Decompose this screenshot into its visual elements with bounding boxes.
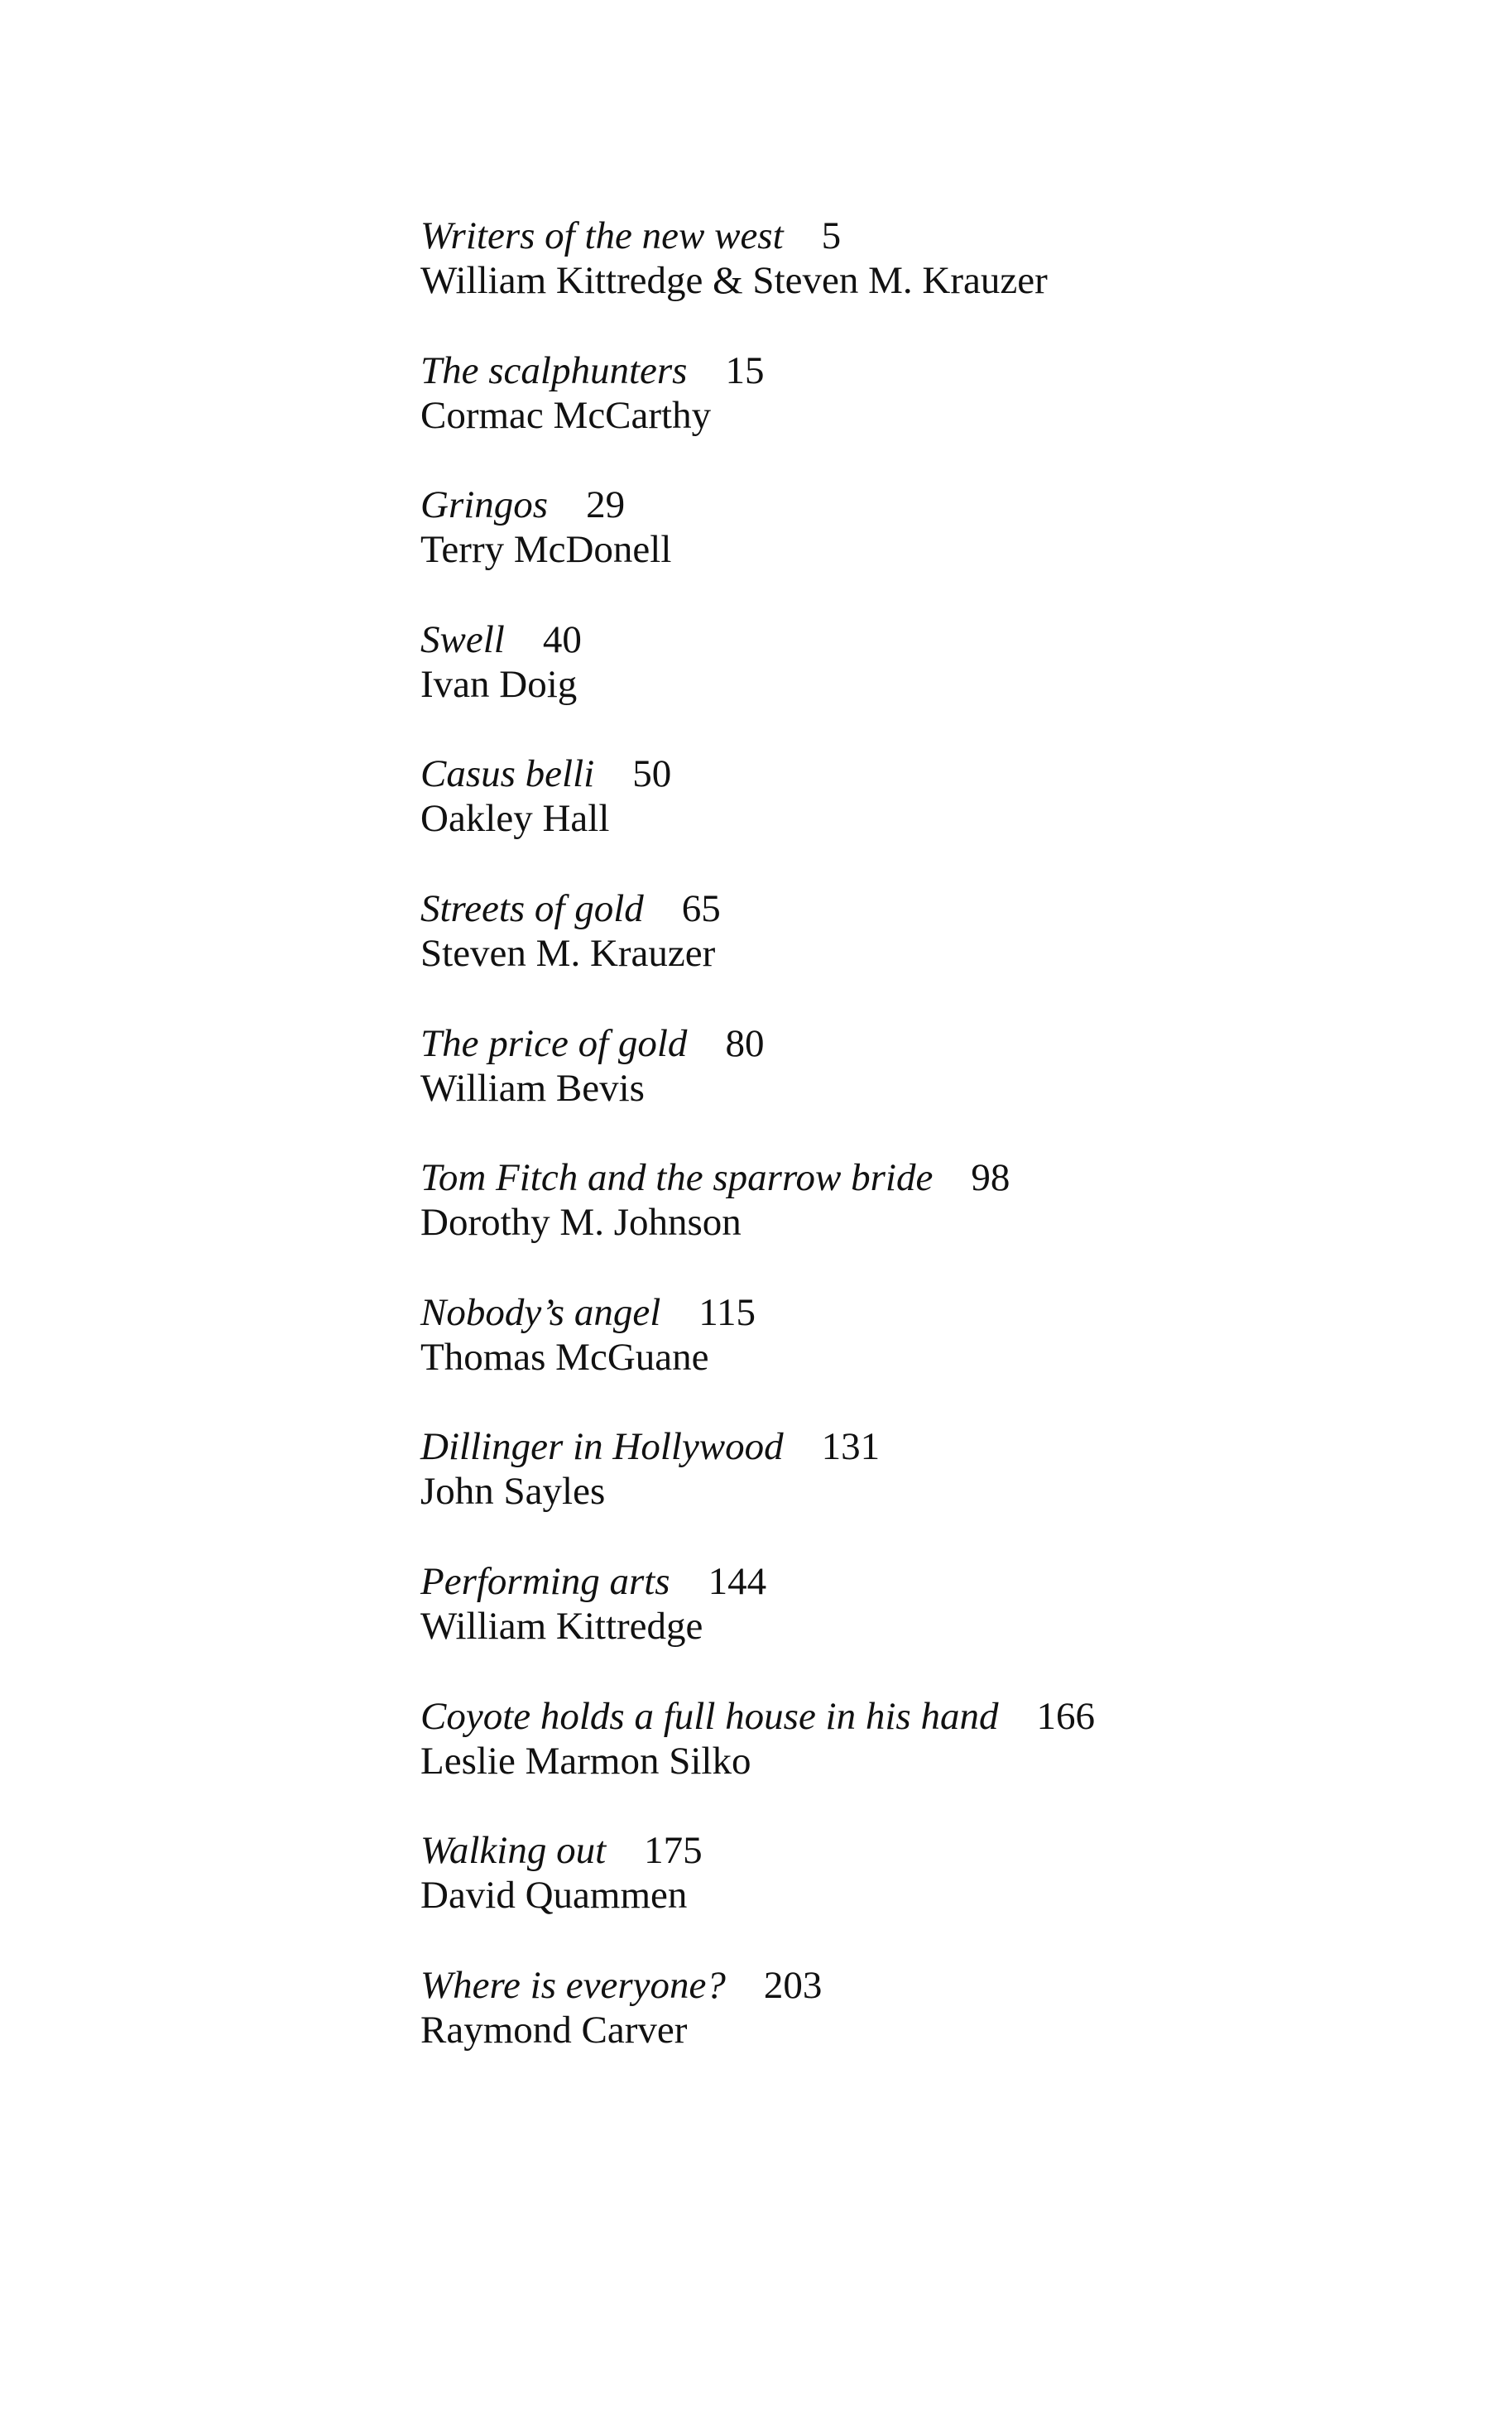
entry-page-number: 166	[1036, 1694, 1095, 1738]
entry-page-number: 5	[821, 214, 842, 257]
entry-title: Casus belli	[420, 752, 595, 796]
entry-page-number: 50	[632, 752, 672, 796]
entry-page-number: 98	[971, 1156, 1010, 1200]
toc-entry	[420, 1559, 1414, 1694]
toc-entry	[420, 348, 1414, 483]
entry-author: William Kittredge & Steven M. Krauzer	[420, 259, 1048, 302]
entry-page-number: 115	[698, 1290, 756, 1334]
entry-page-number: 40	[542, 617, 582, 661]
entry-author: David Quammen	[420, 1874, 688, 1918]
entry-title: Tom Fitch and the sparrow bride	[420, 1156, 934, 1200]
entry-title: Performing arts	[420, 1559, 670, 1603]
entry-page-number: 80	[725, 1021, 765, 1065]
entry-page-number: 29	[586, 483, 626, 527]
entry-title: The scalphunters	[420, 348, 688, 392]
entry-title: Gringos	[420, 483, 549, 527]
entry-title-line	[420, 751, 1414, 796]
entry-title: Swell	[420, 617, 505, 661]
toc-entry	[420, 482, 1414, 617]
toc-entry	[420, 1963, 1414, 2098]
toc-entry	[420, 214, 1414, 348]
entry-title-line	[420, 1559, 1414, 1604]
entry-page-number: 144	[708, 1559, 767, 1603]
toc-entry	[420, 617, 1414, 752]
entry-title: The price of gold	[420, 1021, 688, 1065]
entry-author: Thomas McGuane	[420, 1335, 709, 1379]
entry-title: Writers of the new west	[420, 214, 784, 257]
entry-author: Steven M. Krauzer	[420, 931, 716, 975]
entry-title-line	[420, 886, 1414, 931]
entry-page-number: 203	[763, 1963, 823, 2007]
toc-entry	[420, 1828, 1414, 1963]
toc-entry	[420, 1424, 1414, 1559]
entry-page-number: 131	[821, 1425, 881, 1469]
entry-title-line	[420, 1155, 1414, 1200]
entry-title: Coyote holds a full house in his hand	[420, 1694, 999, 1738]
entry-author: Oakley Hall	[420, 797, 610, 841]
entry-author: Terry McDonell	[420, 528, 672, 572]
entry-page-number: 15	[725, 348, 765, 392]
entry-author: Raymond Carver	[420, 2008, 688, 2052]
entry-title-line	[420, 1290, 1414, 1335]
entry-author: Dorothy M. Johnson	[420, 1201, 742, 1245]
entry-author: William Bevis	[420, 1066, 645, 1110]
toc-entry	[420, 1021, 1414, 1156]
entry-title-line	[420, 617, 1414, 662]
toc-entry	[420, 1155, 1414, 1290]
entry-title-line	[420, 1828, 1414, 1873]
entry-page-number: 65	[681, 886, 721, 930]
entry-title: Dillinger in Hollywood	[420, 1425, 784, 1469]
entry-page-number: 175	[644, 1829, 703, 1873]
entry-title: Nobody’s angel	[420, 1290, 661, 1334]
entry-author: Leslie Marmon Silko	[420, 1739, 751, 1783]
toc-entry	[420, 751, 1414, 886]
entry-title-line	[420, 1963, 1414, 2008]
entry-author: John Sayles	[420, 1470, 606, 1514]
toc-entry	[420, 1290, 1414, 1425]
toc-entry	[420, 1694, 1414, 1829]
entry-title-line	[420, 1694, 1414, 1739]
entry-title-line	[420, 1424, 1414, 1469]
entry-author: William Kittredge	[420, 1604, 703, 1648]
entry-title-line	[420, 214, 1414, 258]
entry-title: Walking out	[420, 1829, 607, 1873]
toc-entry	[420, 886, 1414, 1021]
table-of-contents	[420, 214, 1414, 2097]
entry-title-line	[420, 348, 1414, 393]
entry-title-line	[420, 482, 1414, 527]
entry-title: Where is everyone?	[420, 1963, 726, 2007]
entry-title-line	[420, 1021, 1414, 1066]
entry-author: Cormac McCarthy	[420, 393, 712, 437]
entry-title: Streets of gold	[420, 886, 644, 930]
entry-author: Ivan Doig	[420, 662, 578, 706]
